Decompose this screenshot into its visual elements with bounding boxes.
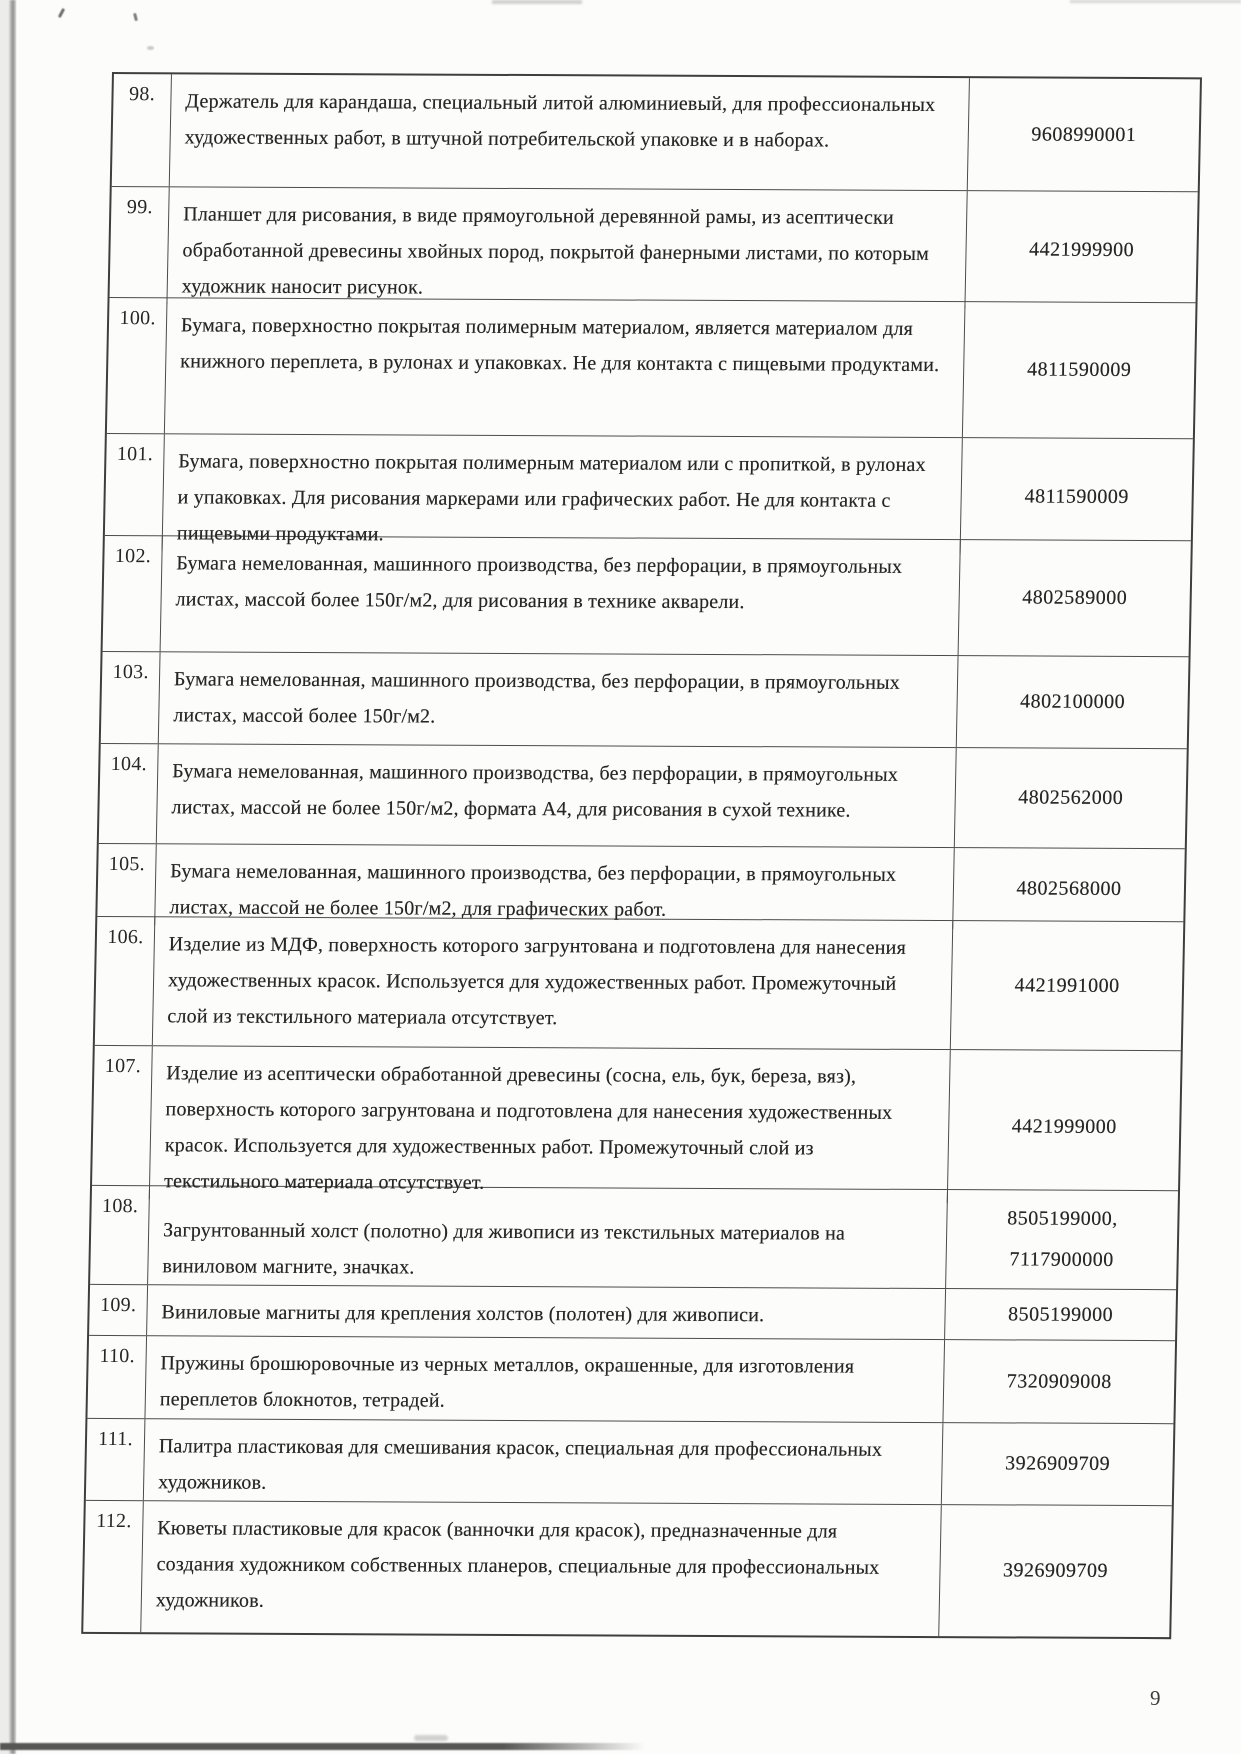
row-number-cell: 101.	[105, 434, 165, 551]
code-cell	[965, 191, 1197, 309]
scan-smear	[1070, 0, 1241, 3]
code-value: 7320909008	[1006, 1369, 1112, 1393]
code-cell	[945, 1289, 1176, 1340]
description-cell: Изделие из асептически обработанной древесины (сосна, ель, бук, береза, вяз), поверхность которого загрунтована и подготовлена для нанесения художественных красок. Используется для художественных работ. Промежуточный слой из текстильного материала отсутствует.	[150, 1046, 951, 1203]
code-value: 9608990001	[1031, 122, 1137, 146]
description-cell: Палитра пластиковая для смешивания красок, специальная для профессиональных художников.	[144, 1419, 944, 1504]
description-cell: Бумага, поверхностно покрытая полимерным материалом или с пропиткой, в рулонах и упаковках. Для рисования маркерами или графических работ. Не для контакта с пищевыми продуктами.	[163, 434, 963, 555]
table-row	[86, 1419, 1174, 1506]
description-cell: Пружины брошюровочные из черных металлов, окрашенные, для изготовления переплетов блокнотов, тетрадей.	[145, 1336, 945, 1422]
code-value: 3926909709	[1004, 1452, 1111, 1475]
row-number-cell: 112.	[83, 1501, 144, 1632]
scan-smear	[492, 0, 582, 4]
code-value: 4802100000	[1019, 690, 1126, 713]
code-value: 4811590009	[1026, 358, 1132, 381]
code-value: 3926909709	[1002, 1559, 1109, 1582]
table-row	[99, 744, 1187, 849]
row-number-cell: 98.	[112, 74, 172, 186]
code-cell	[955, 748, 1187, 848]
description-cell: Изделие из МДФ, поверхность которого загрунтована и подготовлена для нанесения художественных красок. Используется для художественных работ. Промежуточный слой из текстильного материала отсутствует.	[153, 917, 954, 1049]
scan-edge-shadow	[9, 0, 16, 1754]
table-row	[95, 917, 1184, 1051]
row-number-cell: 107.	[92, 1046, 153, 1199]
row-number-cell: 102.	[103, 536, 163, 651]
row-number-cell: 100.	[107, 298, 168, 433]
code-value: 8505199000	[1007, 1302, 1114, 1326]
row-number-cell: 103.	[101, 652, 161, 743]
code-value: 4421999000	[1011, 1115, 1117, 1138]
scan-speck	[58, 8, 65, 18]
description-cell: Виниловые магниты для крепления холстов (полотен) для живописи.	[147, 1285, 946, 1339]
row-number-cell: 104.	[99, 744, 159, 843]
table-row	[83, 1501, 1172, 1637]
table-row	[90, 1186, 1178, 1290]
code-value: 8505199000,	[1006, 1207, 1118, 1230]
description-cell: Бумага, поверхностно покрытая полимерным материалом, является материалом для книжного переплета, в рулонах и упаковках. Не для контакта с пищевыми продуктами.	[165, 298, 966, 437]
scan-speck	[133, 13, 138, 21]
table-row	[92, 1046, 1181, 1194]
table-row	[101, 652, 1189, 749]
table-row	[97, 844, 1184, 922]
scan-speck	[147, 46, 154, 50]
code-value: 4811590009	[1024, 485, 1130, 508]
description-cell: Планшет для рисования, в виде прямоугольной деревянной рамы, из асептически обработанной древесины хвойных пород, покрытой фанерными листами, по которым художник наносит рисунок.	[167, 187, 967, 308]
description-cell: Бумага немелованная, машинного производства, без перфорации, в прямоугольных листах, массой более 150г/м2, для рисования в технике акварели.	[161, 536, 961, 655]
row-number-cell: 111.	[86, 1419, 146, 1500]
description-cell: Бумага немелованная, машинного производства, без перфорации, в прямоугольных листах, массой не более 150г/м2, для графических работ.	[155, 844, 955, 929]
row-number-cell: 105.	[97, 844, 157, 925]
code-cell	[959, 540, 1191, 656]
scan-smudge	[414, 1735, 448, 1741]
code-cell	[951, 921, 1184, 1050]
code-cell	[946, 1190, 1178, 1289]
codes-table	[81, 72, 1202, 1639]
row-number-cell: 99.	[109, 187, 169, 304]
code-cell	[948, 1050, 1181, 1204]
table-row	[89, 1285, 1176, 1341]
code-value: 7117900000	[1009, 1248, 1114, 1271]
code-cell	[953, 848, 1185, 930]
table-row	[105, 434, 1193, 546]
row-number-cell: 108.	[90, 1186, 150, 1284]
table-row	[87, 1336, 1175, 1424]
row-number-cell: 110.	[87, 1336, 147, 1418]
code-value: 4802562000	[1018, 786, 1124, 809]
code-value: 4421999900	[1028, 238, 1135, 261]
row-number-cell: 109.	[89, 1285, 148, 1335]
code-cell	[942, 1423, 1174, 1505]
row-number-cell: 106.	[95, 917, 156, 1045]
code-cell	[968, 78, 1200, 191]
table-row	[103, 536, 1191, 657]
code-cell	[963, 302, 1196, 438]
description-cell: Загрунтованный холст (полотно) для живописи из текстильных материалов на виниловом магните, значках.	[148, 1186, 948, 1288]
scan-margin-left	[0, 0, 9, 1754]
code-cell	[957, 656, 1189, 748]
description-cell: Держатель для карандаша, специальный литой алюминиевый, для профессиональных художественных работ, в штучной потребительской упаковке и в наборах.	[170, 74, 970, 190]
page-number: 9	[1150, 1686, 1161, 1710]
table-row	[107, 298, 1196, 439]
code-cell	[943, 1340, 1175, 1423]
code-cell	[939, 1505, 1172, 1637]
code-cell	[961, 438, 1193, 556]
description-cell: Бумага немелованная, машинного производства, без перфорации, в прямоугольных листах, массой не более 150г/м2, формата А4, для рисования в сухой технике.	[157, 744, 957, 847]
code-value: 4802589000	[1021, 586, 1128, 609]
table-row	[110, 187, 1198, 303]
scan-smudge	[0, 1743, 645, 1750]
description-cell: Кюветы пластиковые для красок (ванночки для красок), предназначенные для создания художником собственных планеров, специальные для профессиональных художников.	[141, 1501, 942, 1636]
code-value: 4802568000	[1016, 877, 1122, 900]
table-row	[112, 74, 1200, 192]
code-value: 4421991000	[1014, 973, 1120, 997]
description-cell: Бумага немелованная, машинного производства, без перфорации, в прямоугольных листах, массой более 150г/м2.	[159, 652, 959, 747]
